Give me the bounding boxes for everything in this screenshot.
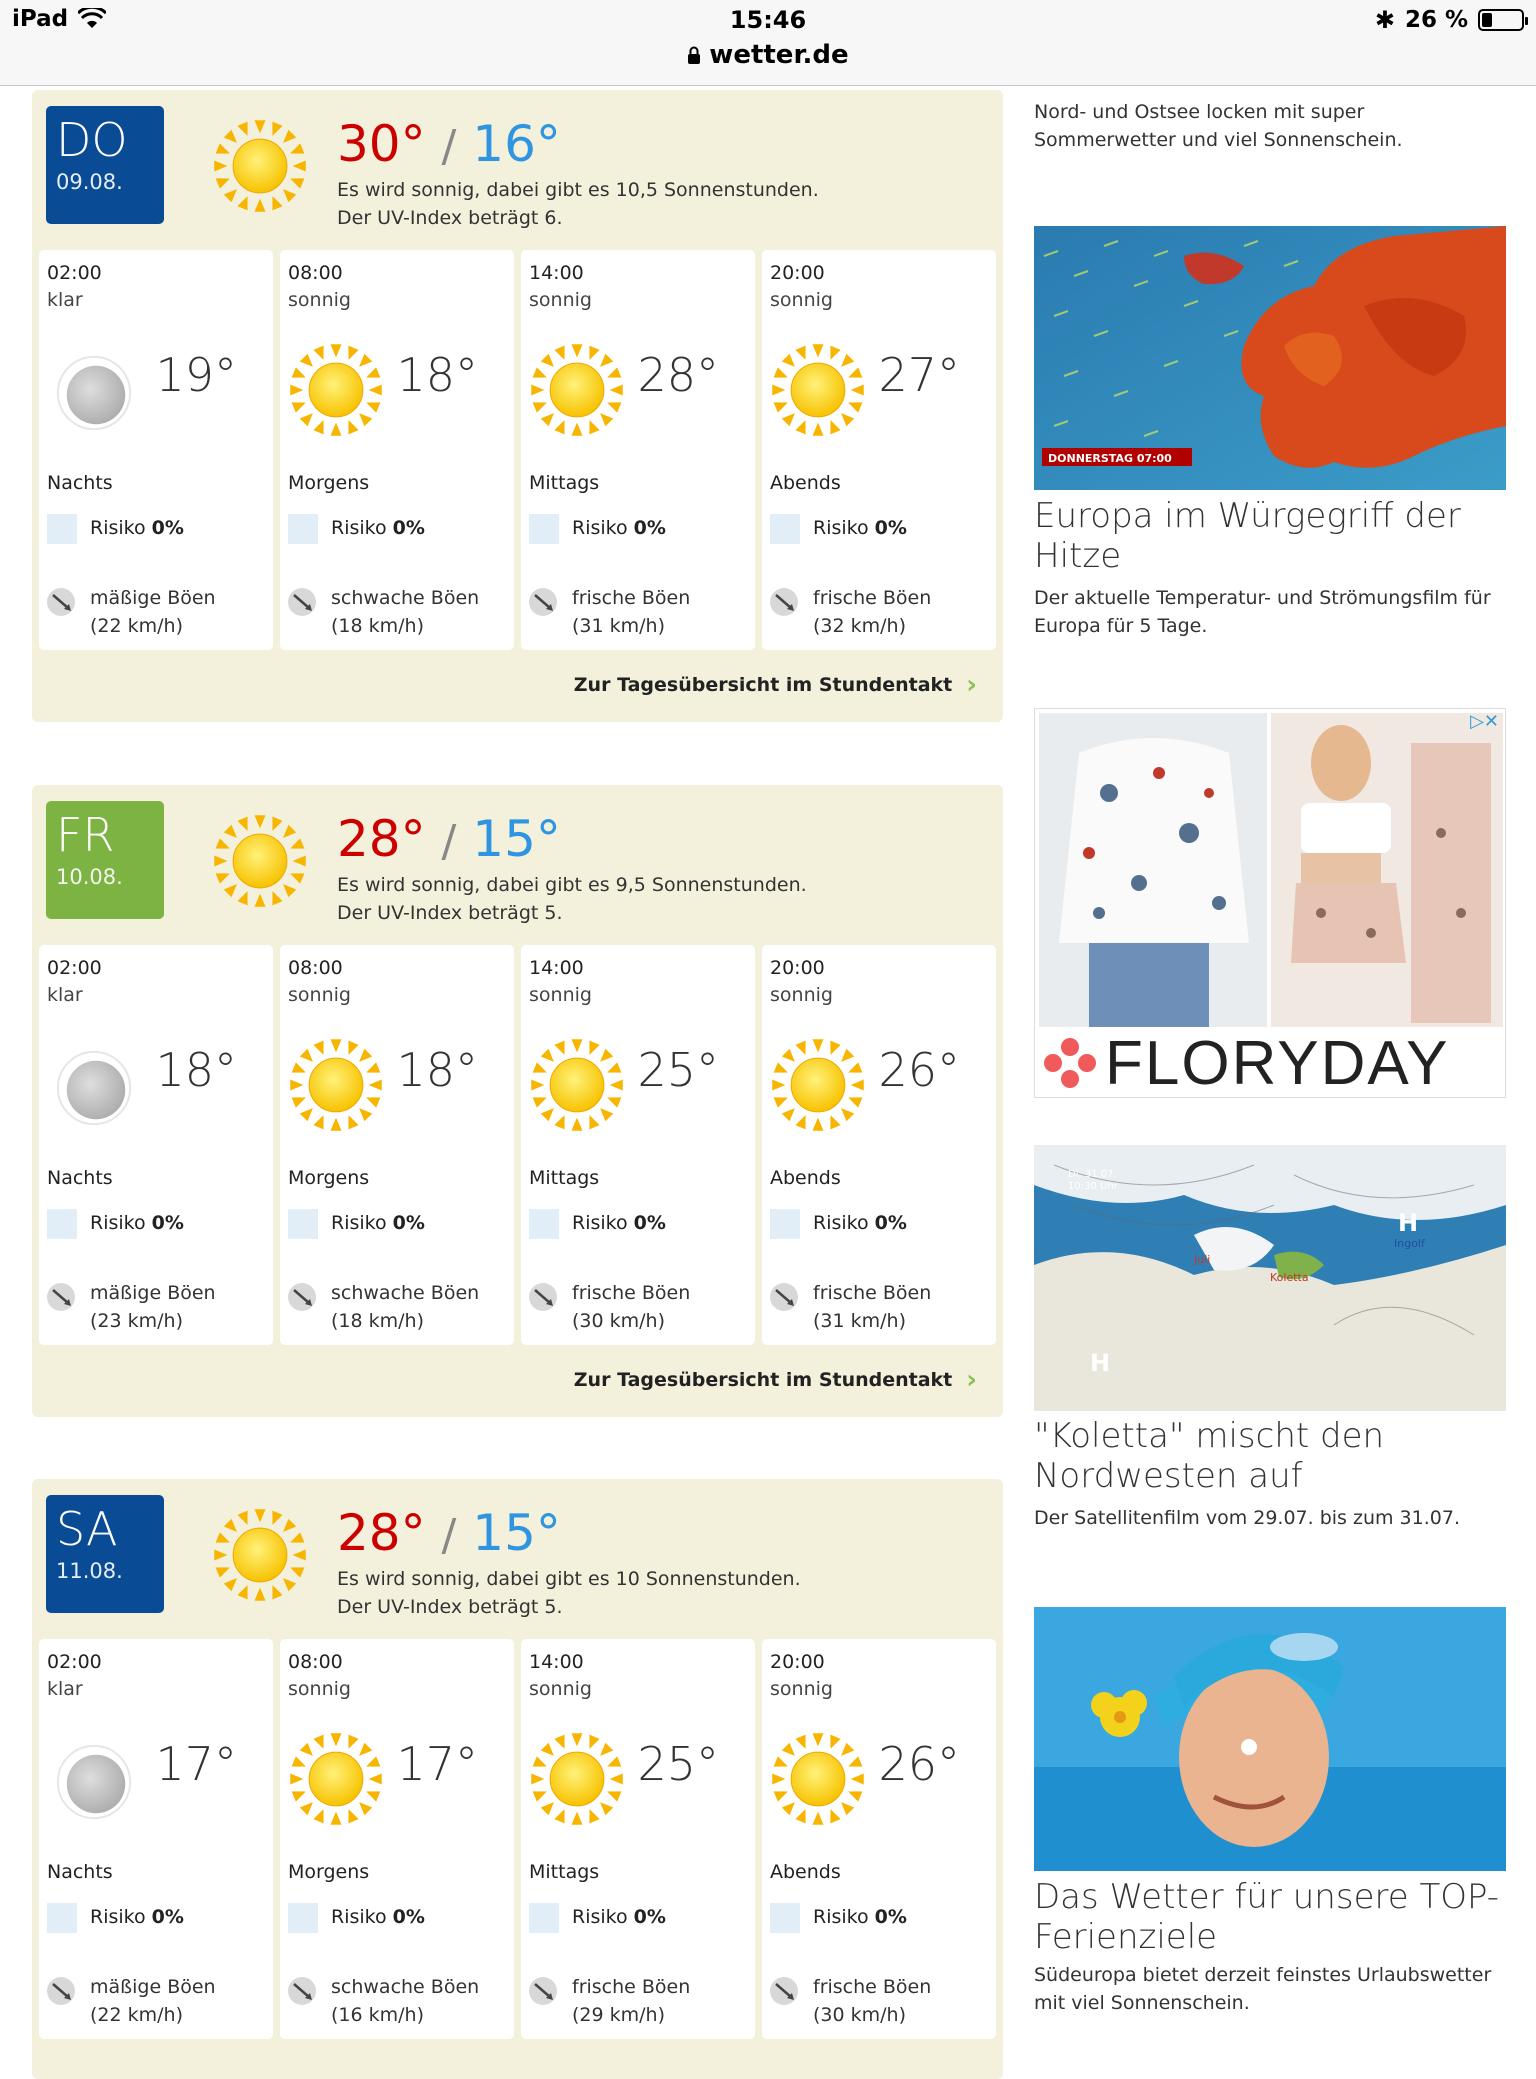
- beach-girl-image[interactable]: [1034, 1607, 1506, 1871]
- rain-risk-label: Risiko: [331, 1212, 387, 1234]
- chevron-right-icon: ›: [966, 670, 977, 700]
- time-slot[interactable]: [280, 250, 514, 650]
- rain-risk: [813, 517, 907, 539]
- article2-text: Der Satellitenfilm vom 29.07. bis zum 31.07.: [1034, 1507, 1460, 1529]
- rain-risk: [813, 1906, 907, 1928]
- status-right: [1375, 6, 1524, 34]
- wind-info: [90, 1279, 216, 1335]
- slot-time: 08:00: [288, 957, 343, 979]
- sun-icon: [529, 342, 625, 442]
- status-bar: [0, 0, 1536, 86]
- slot-time: 02:00: [47, 1651, 102, 1673]
- day-description-line1: Es wird sonnig, dabei gibt es 9,5 Sonnenstunden.: [337, 874, 807, 896]
- wind-direction-icon: [527, 1281, 559, 1313]
- satmap-label-juli: Juli: [1194, 1253, 1211, 1266]
- rain-risk-value: 0%: [151, 517, 184, 539]
- wind-description: schwache Böen: [331, 1282, 480, 1304]
- ad-image-shorts: [1271, 713, 1503, 1027]
- floryday-logo-icon: [1035, 1033, 1105, 1093]
- wind-description: frische Böen: [572, 1976, 691, 1998]
- rain-risk-value: 0%: [151, 1212, 184, 1234]
- slot-period: Abends: [770, 472, 841, 494]
- wind-direction-icon: [286, 1975, 318, 2007]
- rain-risk: [572, 1906, 666, 1928]
- slot-period: Mittags: [529, 1861, 600, 1883]
- slot-temperature: 26°: [878, 1043, 960, 1097]
- hourly-overview-label: Zur Tagesübersicht im Stundentakt: [573, 674, 953, 696]
- slot-time: 14:00: [529, 1651, 584, 1673]
- slot-period: Abends: [770, 1167, 841, 1189]
- slot-condition: sonnig: [770, 1678, 833, 1700]
- article3-title-line1: Das Wetter für unsere TOP-: [1034, 1877, 1499, 1917]
- wind-description: schwache Böen: [331, 1976, 480, 1998]
- wind-speed: (23 km/h): [90, 1310, 183, 1332]
- advertisement[interactable]: [1034, 708, 1506, 1098]
- rain-risk-value: 0%: [633, 1906, 666, 1928]
- day-description-line1: Es wird sonnig, dabei gibt es 10 Sonnenstunden.: [337, 1568, 801, 1590]
- rain-risk: [90, 517, 184, 539]
- temp-separator: /: [441, 1510, 457, 1561]
- ad-choices-icon[interactable]: ▷✕: [1470, 711, 1499, 732]
- intro-text-line1: Nord- und Ostsee locken mit super: [1034, 101, 1365, 123]
- article1-text-line1: Der aktuelle Temperatur- und Strömungsfilm für: [1034, 587, 1491, 609]
- article-europe-heat[interactable]: [1034, 496, 1506, 640]
- rain-risk-value: 0%: [633, 1212, 666, 1234]
- sun-icon: [529, 1037, 625, 1137]
- clock: 15:46: [729, 6, 807, 34]
- day-temperatures: [337, 116, 561, 175]
- rain-risk-value: 0%: [633, 517, 666, 539]
- rain-risk-value: 0%: [874, 517, 907, 539]
- wind-info: [813, 1279, 931, 1335]
- wind-speed: (18 km/h): [331, 615, 424, 637]
- rain-risk: [90, 1906, 184, 1928]
- wind-description: schwache Böen: [331, 587, 480, 609]
- article1-title-line1: Europa im Würgegriff der: [1034, 496, 1461, 536]
- satmap-time: 10:30 Uhr: [1068, 1181, 1118, 1192]
- rain-risk-value: 0%: [874, 1906, 907, 1928]
- rain-risk-value: 0%: [151, 1906, 184, 1928]
- day-description: [337, 871, 957, 927]
- max-temp: 30°: [337, 115, 426, 173]
- slot-temperature: 18°: [155, 1043, 237, 1097]
- slot-period: Abends: [770, 1861, 841, 1883]
- hourly-overview-link[interactable]: [574, 1365, 977, 1395]
- slot-condition: sonnig: [770, 984, 833, 1006]
- rain-risk: [572, 517, 666, 539]
- address-bar[interactable]: [0, 40, 1536, 70]
- slot-period: Mittags: [529, 1167, 600, 1189]
- slot-time: 08:00: [288, 1651, 343, 1673]
- rain-risk-label: Risiko: [572, 1906, 628, 1928]
- rain-risk-label: Risiko: [90, 1906, 146, 1928]
- slot-condition: klar: [47, 1678, 83, 1700]
- day-temperatures: [337, 811, 561, 870]
- time-slot[interactable]: [762, 250, 996, 650]
- slot-temperature: 25°: [637, 1043, 719, 1097]
- rain-risk-icon: [288, 1903, 318, 1933]
- wind-direction-icon: [45, 1975, 77, 2007]
- hourly-overview-label: Zur Tagesübersicht im Stundentakt: [573, 1369, 953, 1391]
- wind-description: frische Böen: [813, 587, 932, 609]
- day-badge: [46, 801, 164, 919]
- min-temp: 15°: [472, 1504, 561, 1562]
- day-card: [32, 1479, 1003, 2079]
- sun-icon: [212, 1507, 308, 1607]
- wind-direction-icon: [768, 1281, 800, 1313]
- wind-speed: (22 km/h): [90, 615, 183, 637]
- article-koletta[interactable]: [1034, 1416, 1506, 1532]
- slot-period: Nachts: [47, 1167, 113, 1189]
- date-label: 11.08.: [56, 1559, 123, 1583]
- wind-speed: (30 km/h): [813, 2004, 906, 2026]
- weekday-label: SA: [56, 1502, 118, 1556]
- slot-period: Morgens: [288, 1861, 370, 1883]
- rain-risk-label: Risiko: [331, 1906, 387, 1928]
- min-temp: 16°: [472, 115, 561, 173]
- wind-direction-icon: [286, 586, 318, 618]
- rain-risk-icon: [288, 514, 318, 544]
- rain-risk-icon: [288, 1209, 318, 1239]
- wind-speed: (18 km/h): [331, 1310, 424, 1332]
- sun-icon: [288, 1731, 384, 1831]
- wind-info: [813, 1973, 931, 2029]
- satellite-map-image[interactable]: [1034, 1145, 1506, 1411]
- day-card: [32, 90, 1003, 722]
- article2-title-line1: "Koletta" mischt den: [1034, 1416, 1385, 1456]
- rain-risk-label: Risiko: [331, 517, 387, 539]
- wind-description: frische Böen: [572, 587, 691, 609]
- wind-speed: (31 km/h): [813, 1310, 906, 1332]
- moon-icon: [51, 1045, 137, 1135]
- wind-description: mäßige Böen: [90, 1282, 216, 1304]
- max-temp: 28°: [337, 810, 426, 868]
- weekday-label: FR: [56, 808, 115, 862]
- lock-icon: [687, 46, 701, 64]
- slot-temperature: 26°: [878, 1737, 960, 1791]
- rain-risk-value: 0%: [392, 1906, 425, 1928]
- wind-info: [90, 1973, 216, 2029]
- slot-period: Mittags: [529, 472, 600, 494]
- day-badge: [46, 106, 164, 224]
- satellite-map-graphic: [1034, 1145, 1506, 1411]
- slot-time: 20:00: [770, 262, 825, 284]
- moon-icon: [51, 1739, 137, 1829]
- rain-risk-label: Risiko: [813, 517, 869, 539]
- wind-direction-icon: [768, 1975, 800, 2007]
- day-description-line2: Der UV-Index beträgt 5.: [337, 1596, 563, 1618]
- wind-speed: (29 km/h): [572, 2004, 665, 2026]
- wind-direction-icon: [527, 586, 559, 618]
- rain-risk-label: Risiko: [813, 1906, 869, 1928]
- rain-risk-icon: [529, 1209, 559, 1239]
- chevron-right-icon: ›: [966, 1365, 977, 1395]
- rain-risk-value: 0%: [392, 517, 425, 539]
- time-slot[interactable]: [39, 250, 273, 650]
- europe-heat-map-image[interactable]: [1034, 226, 1506, 490]
- moon-icon: [51, 350, 137, 440]
- wind-direction-icon: [768, 586, 800, 618]
- time-slot[interactable]: [762, 1639, 996, 2039]
- time-slot[interactable]: [280, 945, 514, 1345]
- article1-text-line2: Europa für 5 Tage.: [1034, 615, 1208, 637]
- wind-info: [331, 584, 479, 640]
- rain-risk-label: Risiko: [572, 517, 628, 539]
- url-text: wetter.de: [709, 40, 849, 70]
- wind-speed: (31 km/h): [572, 615, 665, 637]
- bluetooth-icon: ✱: [1374, 6, 1395, 34]
- wind-speed: (22 km/h): [90, 2004, 183, 2026]
- slot-time: 08:00: [288, 262, 343, 284]
- slot-condition: klar: [47, 984, 83, 1006]
- wind-direction-icon: [286, 1281, 318, 1313]
- day-description: [337, 1565, 957, 1621]
- wind-info: [813, 584, 931, 640]
- time-slot[interactable]: [39, 1639, 273, 2039]
- slot-condition: sonnig: [770, 289, 833, 311]
- wind-direction-icon: [527, 1975, 559, 2007]
- wind-info: [90, 584, 216, 640]
- sun-icon: [770, 342, 866, 442]
- slot-time: 14:00: [529, 957, 584, 979]
- heat-map-caption: DONNERSTAG 07:00: [1048, 452, 1172, 465]
- slot-condition: sonnig: [529, 289, 592, 311]
- heat-map-graphic: [1034, 226, 1506, 490]
- rain-risk-icon: [770, 514, 800, 544]
- satmap-date: Di, 31.07.: [1068, 1169, 1117, 1180]
- ad-brand-bar: [1035, 1029, 1507, 1097]
- article-ferienziele[interactable]: [1034, 1877, 1506, 2017]
- wind-speed: (30 km/h): [572, 1310, 665, 1332]
- slot-time: 14:00: [529, 262, 584, 284]
- rain-risk-icon: [770, 1903, 800, 1933]
- satmap-label-koletta: Koletta: [1270, 1271, 1309, 1284]
- article3-text-line2: mit viel Sonnenschein.: [1034, 1992, 1250, 2014]
- slot-temperature: 18°: [396, 1043, 478, 1097]
- time-slot[interactable]: [39, 945, 273, 1345]
- rain-risk-icon: [47, 1209, 77, 1239]
- min-temp: 15°: [472, 810, 561, 868]
- satmap-label-ingolf: Ingolf: [1394, 1237, 1425, 1250]
- slot-period: Morgens: [288, 1167, 370, 1189]
- sun-icon: [529, 1731, 625, 1831]
- sun-icon: [212, 118, 308, 218]
- rain-risk-label: Risiko: [90, 1212, 146, 1234]
- day-description-line2: Der UV-Index beträgt 5.: [337, 902, 563, 924]
- wind-speed: (16 km/h): [331, 2004, 424, 2026]
- temp-separator: /: [441, 816, 457, 867]
- sun-icon: [770, 1037, 866, 1137]
- slot-condition: sonnig: [288, 289, 351, 311]
- article1-title-line2: Hitze: [1034, 536, 1122, 576]
- time-slot[interactable]: [521, 250, 755, 650]
- slot-time: 20:00: [770, 957, 825, 979]
- rain-risk-icon: [529, 514, 559, 544]
- sun-icon: [212, 813, 308, 913]
- ad-image-blouse: [1039, 713, 1267, 1027]
- slot-condition: sonnig: [288, 1678, 351, 1700]
- wind-info: [331, 1973, 479, 2029]
- day-temperatures: [337, 1505, 561, 1564]
- wind-info: [331, 1279, 479, 1335]
- slot-condition: sonnig: [529, 984, 592, 1006]
- slot-temperature: 25°: [637, 1737, 719, 1791]
- wind-direction-icon: [45, 586, 77, 618]
- slot-temperature: 19°: [155, 348, 237, 402]
- slot-temperature: 28°: [637, 348, 719, 402]
- rain-risk-value: 0%: [392, 1212, 425, 1234]
- article3-text-line1: Südeuropa bietet derzeit feinstes Urlaubswetter: [1034, 1964, 1492, 1986]
- day-description-line1: Es wird sonnig, dabei gibt es 10,5 Sonnenstunden.: [337, 179, 819, 201]
- battery-percent: 26 %: [1404, 7, 1468, 33]
- rain-risk-icon: [47, 1903, 77, 1933]
- time-slot[interactable]: [521, 945, 755, 1345]
- wind-description: mäßige Böen: [90, 1976, 216, 1998]
- day-description: [337, 176, 957, 232]
- wind-description: frische Böen: [813, 1282, 932, 1304]
- device-label: iPad: [12, 6, 69, 32]
- slot-temperature: 17°: [155, 1737, 237, 1791]
- rain-risk-label: Risiko: [572, 1212, 628, 1234]
- slot-condition: klar: [47, 289, 83, 311]
- wind-description: frische Böen: [813, 1976, 932, 1998]
- slot-time: 02:00: [47, 262, 102, 284]
- rain-risk-value: 0%: [874, 1212, 907, 1234]
- slot-period: Nachts: [47, 1861, 113, 1883]
- rain-risk: [813, 1212, 907, 1234]
- slot-condition: sonnig: [529, 1678, 592, 1700]
- wind-speed: (32 km/h): [813, 615, 906, 637]
- rain-risk-label: Risiko: [813, 1212, 869, 1234]
- intro-text-line2: Sommerwetter und viel Sonnenschein.: [1034, 129, 1403, 151]
- slot-temperature: 18°: [396, 348, 478, 402]
- slot-period: Morgens: [288, 472, 370, 494]
- slot-time: 20:00: [770, 1651, 825, 1673]
- sun-icon: [288, 1037, 384, 1137]
- day-card: [32, 785, 1003, 1417]
- rain-risk: [331, 1906, 425, 1928]
- wind-description: frische Böen: [572, 1282, 691, 1304]
- rain-risk-icon: [770, 1209, 800, 1239]
- rain-risk-icon: [47, 514, 77, 544]
- battery-icon: [1478, 9, 1524, 31]
- beach-photo-graphic: [1034, 1607, 1506, 1871]
- satmap-high-ingolf: H: [1398, 1209, 1419, 1237]
- rain-risk: [90, 1212, 184, 1234]
- sidebar-intro[interactable]: [1034, 98, 1506, 154]
- wind-direction-icon: [45, 1281, 77, 1313]
- sun-icon: [288, 342, 384, 442]
- rain-risk-icon: [529, 1903, 559, 1933]
- time-slot[interactable]: [280, 1639, 514, 2039]
- slot-condition: sonnig: [288, 984, 351, 1006]
- ad-brand-name: FLORYDAY: [1105, 1028, 1450, 1098]
- date-label: 10.08.: [56, 865, 123, 889]
- slot-time: 02:00: [47, 957, 102, 979]
- sun-icon: [770, 1731, 866, 1831]
- rain-risk: [572, 1212, 666, 1234]
- article2-title-line2: Nordwesten auf: [1034, 1456, 1303, 1496]
- article3-title-line2: Ferienziele: [1034, 1917, 1218, 1957]
- slot-temperature: 27°: [878, 348, 960, 402]
- time-slot[interactable]: [521, 1639, 755, 2039]
- date-label: 09.08.: [56, 170, 123, 194]
- max-temp: 28°: [337, 1504, 426, 1562]
- time-slot[interactable]: [762, 945, 996, 1345]
- wind-info: [572, 1279, 690, 1335]
- rain-risk: [331, 517, 425, 539]
- weekday-label: DO: [56, 113, 128, 167]
- rain-risk: [331, 1212, 425, 1234]
- wind-info: [572, 1973, 690, 2029]
- slot-period: Nachts: [47, 472, 113, 494]
- rain-risk-label: Risiko: [90, 517, 146, 539]
- day-badge: [46, 1495, 164, 1613]
- satmap-high-west: H: [1090, 1349, 1111, 1377]
- hourly-overview-link[interactable]: [574, 670, 977, 700]
- wind-description: mäßige Böen: [90, 587, 216, 609]
- temp-separator: /: [441, 121, 457, 172]
- slot-temperature: 17°: [396, 1737, 478, 1791]
- day-description-line2: Der UV-Index beträgt 6.: [337, 207, 563, 229]
- wind-info: [572, 584, 690, 640]
